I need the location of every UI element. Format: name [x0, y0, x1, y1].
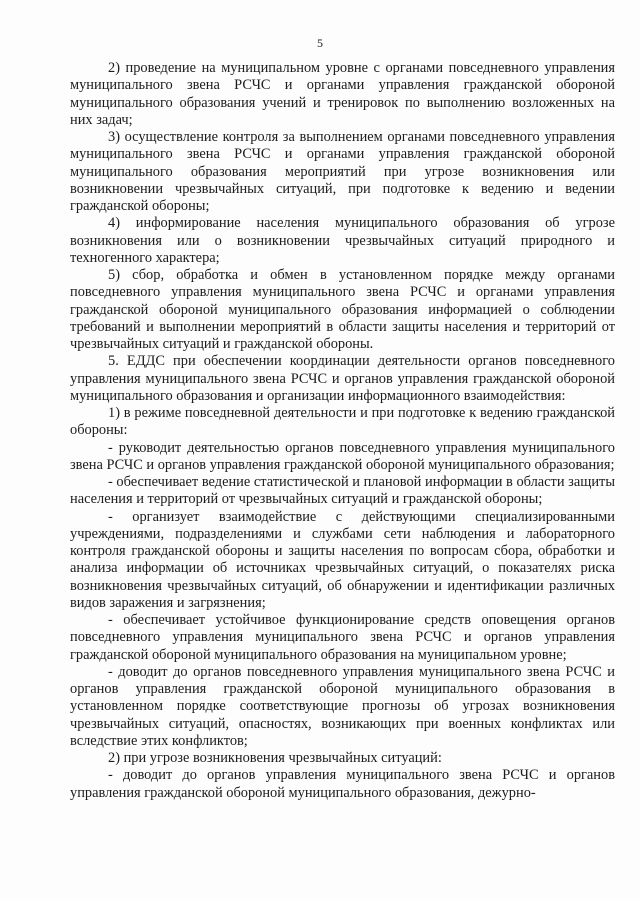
paragraph-dash-interaction: - организует взаимодействие с действующими специализированными учреждениями, подразделениями и службами сети наблюдения и лабораторного контроля гражданской обороны и защиты населения по вопросам сбора, обработки и анализа информации об источниках чрезвычайных ситуаций, о показателях риска возникновения чрезвычайных ситуаций, об обнаружении и идентификации различных видов заражения и загрязнения;: [70, 508, 615, 611]
document-body: [70, 60, 615, 802]
paragraph-item-2-exercises: 2) проведение на муниципальном уровне с органами повседневного управления муниципального звена РСЧС и органами управления гражданской обороной муниципального образования учений и тренировок по выполнению возложенных на них задач;: [70, 60, 615, 128]
paragraph-subitem-1-daily-mode: 1) в режиме повседневной деятельности и при подготовке к ведению гражданской обороны:: [70, 405, 615, 439]
paragraph-dash-communicates: - доводит до органов управления муниципального звена РСЧС и органов управления гражданской обороной муниципального образования, дежурно-: [70, 767, 615, 801]
paragraph-subitem-2-threat: 2) при угрозе возникновения чрезвычайных ситуаций:: [108, 750, 442, 766]
paragraph-dash-manages: - руководит деятельностью органов повседневного управления муниципального звена РСЧС и органов управления гражданской обороной муниципального образования;: [70, 439, 615, 473]
paragraph-item-5-exchange: 5) сбор, обработка и обмен в установленном порядке между органами повседневного управления муниципального звена РСЧС и органами управления гражданской обороной муниципального образования информацией о соблюдении требований и выполнении мероприятий в области защиты населения и территорий от чрезвычайных ситуаций и гражданской обороны.: [70, 267, 615, 352]
paragraph-item-4-informing: 4) информирование населения муниципального образования об угрозе возникновения или о возникновении чрезвычайных ситуаций природного и техногенного характера;: [70, 215, 615, 266]
paragraph-dash-statistics: - обеспечивает ведение статистической и плановой информации в области защиты населения и территорий от чрезвычайных ситуаций и гражданской обороны;: [70, 474, 615, 508]
paragraph-dash-forecasts: - доводит до органов повседневного управления муниципального звена РСЧС и органов управления гражданской обороной муниципального образования в установленном порядке соответствующие прогнозы об угрозах возникновения чрезвычайных ситуаций, опасностях, возникающих при военных конфликтах или вследствие этих конфликтов;: [70, 663, 615, 749]
paragraph-dash-warning-means: - обеспечивает устойчивое функционирование средств оповещения органов повседневного управления муниципального звена РСЧС и органов управления гражданской обороной муниципального образования на муниципальном уровне;: [70, 612, 615, 663]
paragraph-section-5-coordination: 5. ЕДДС при обеспечении координации деятельности органов повседневного управления муниципального звена РСЧС и органов управления гражданской обороной муниципального образования и организации информационного взаимодействия:: [70, 353, 615, 404]
page-number: 5: [317, 36, 323, 50]
paragraph-item-3-control: 3) осуществление контроля за выполнением органами повседневного управления муниципального звена РСЧС и органами управления гражданской обороной муниципального образования мероприятий при угрозе возникновения или возникновении чрезвычайных ситуаций, при подготовке к ведению и ведении гражданской обороны;: [70, 129, 615, 214]
